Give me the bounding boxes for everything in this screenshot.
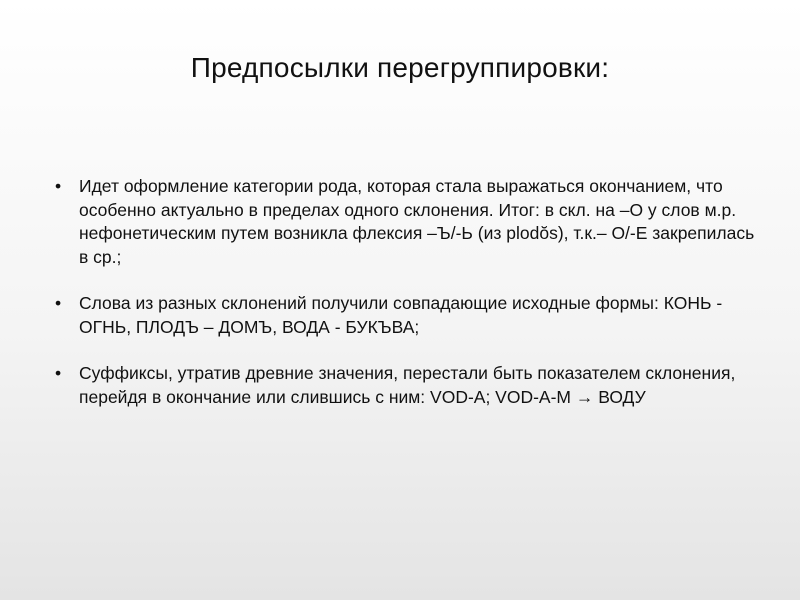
slide-title: Предпосылки перегруппировки: xyxy=(190,52,610,83)
bullet-marker: • xyxy=(55,363,62,383)
bullet-list xyxy=(55,175,765,432)
bullet-marker: • xyxy=(55,176,62,196)
bullet-text: Суффиксы, утратив древние значения, перестали быть показателем склонения, перейдя в окончание или слившись с ним: VOD-A; VOD-A-M → ВОДУ xyxy=(79,363,736,407)
bullet-item xyxy=(55,175,765,269)
bullet-item xyxy=(55,292,765,339)
bullet-text: Слова из разных склонений получили совпадающие исходные формы: КОНЬ - ОГНЬ, ПЛОДЪ – ДОМЪ, ВОДА - БУКЪВА; xyxy=(79,293,723,337)
bullet-marker: • xyxy=(55,293,62,313)
bullet-text: Идет оформление категории рода, которая стала выражаться окончанием, что особенно актуально в пределах одного склонения. Итог: в скл. на –О у слов м.р. нефонетическим путем возникла флексия –Ъ/-Ь (из plodŏs), т.к.– О/-Е закрепилась в ср.; xyxy=(79,176,755,267)
bullet-item xyxy=(55,362,765,409)
